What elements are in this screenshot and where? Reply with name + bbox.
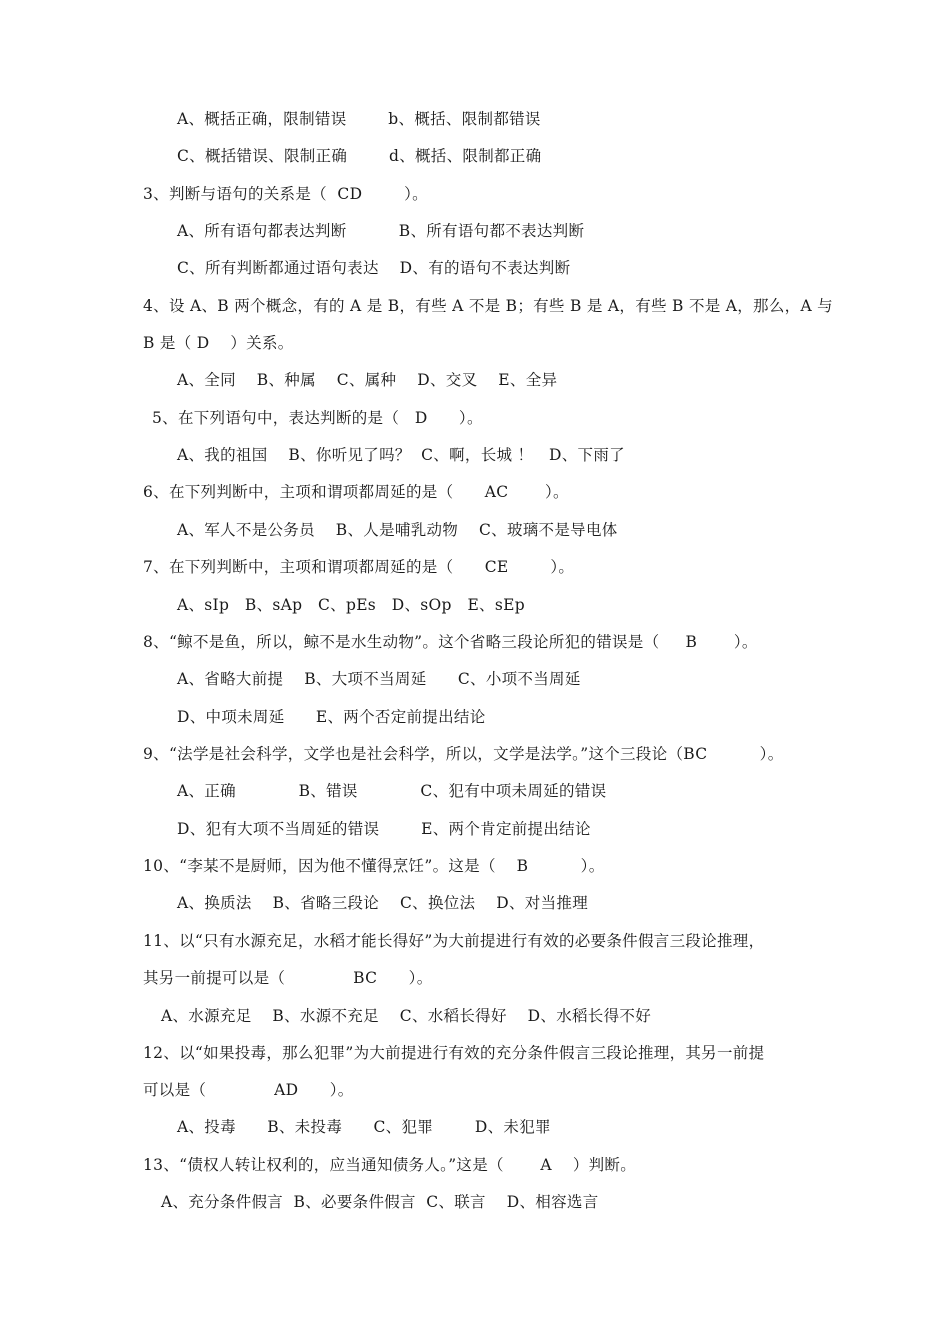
question-9: 9、“法学是社会科学，文学也是社会科学，所以，文学是法学。”这个三段论（BC ）。 [143, 745, 784, 763]
q5-options: A、我的祖国 B、你听见了吗？ C、啊，长城 ！ D、下雨了 [177, 446, 625, 464]
q9-options-de: D、犯有大项不当周延的错误 E、两个肯定前提出结论 [177, 820, 591, 838]
q8-options-abc: A、省略大前提 B、大项不当周延 C、小项不当周延 [177, 670, 581, 688]
question-4: 4、设 A、B 两个概念，有的 A 是 B，有些 A 不是 B；有些 B 是 A，有些 B 不是 A，那么，A 与 [143, 297, 833, 315]
question-4-cont: B 是（ D ）关系。 [143, 334, 294, 352]
q2-options-cd: C、概括错误、限制正确 d、概括、限制都正确 [177, 147, 542, 165]
q2-options-ab: A、概括正确，限制错误 b、概括、限制都错误 [177, 110, 541, 128]
q13-options: A、充分条件假言 B、必要条件假言 C、联言 D、相容选言 [161, 1193, 599, 1211]
question-7: 7、在下列判断中，主项和谓项都周延的是（ CE ）。 [143, 558, 575, 576]
question-11-cont: 其另一前提可以是（ BC ）。 [143, 969, 433, 987]
question-13: 13、“债权人转让权利的，应当通知债务人。”这是（ A ）判断。 [143, 1156, 637, 1174]
question-12-cont: 可以是（ AD ）。 [143, 1081, 354, 1099]
q12-options: A、投毒 B、未投毒 C、犯罪 D、未犯罪 [177, 1118, 551, 1136]
q3-options-ab: A、所有语句都表达判断 B、所有语句都不表达判断 [177, 222, 585, 240]
question-11: 11、以“只有水源充足，水稻才能长得好”为大前提进行有效的必要条件假言三段论推理， [143, 932, 765, 950]
q9-options-abc: A、正确 B、错误 C、犯有中项未周延的错误 [177, 782, 607, 800]
q10-options: A、换质法 B、省略三段论 C、换位法 D、对当推理 [177, 894, 588, 912]
question-3: 3、判断与语句的关系是（ CD ）。 [143, 185, 428, 203]
q11-options: A、水源充足 B、水源不充足 C、水稻长得好 D、水稻长得不好 [161, 1007, 651, 1025]
question-5: 5、在下列语句中，表达判断的是（ D ）。 [152, 409, 483, 427]
q6-options: A、军人不是公务员 B、人是哺乳动物 C、玻璃不是导电体 [177, 521, 618, 539]
question-12: 12、以“如果投毒，那么犯罪”为大前提进行有效的充分条件假言三段论推理，其另一前提 [143, 1044, 765, 1062]
q4-options: A、全同 B、种属 C、属种 D、交叉 E、全异 [177, 371, 558, 389]
question-10: 10、“李某不是厨师，因为他不懂得烹饪”。这是（ B ）。 [143, 857, 605, 875]
q7-options: A、sIp B、sAp C、pEs D、sOp E、sEp [177, 596, 525, 614]
q3-options-cd: C、所有判断都通过语句表达 D、有的语句不表达判断 [177, 259, 571, 277]
question-6: 6、在下列判断中，主项和谓项都周延的是（ AC ）。 [143, 483, 569, 501]
question-8: 8、“鲸不是鱼，所以，鲸不是水生动物”。这个省略三段论所犯的错误是（ B ）。 [143, 633, 758, 651]
q8-options-de: D、中项未周延 E、两个否定前提出结论 [177, 708, 486, 726]
